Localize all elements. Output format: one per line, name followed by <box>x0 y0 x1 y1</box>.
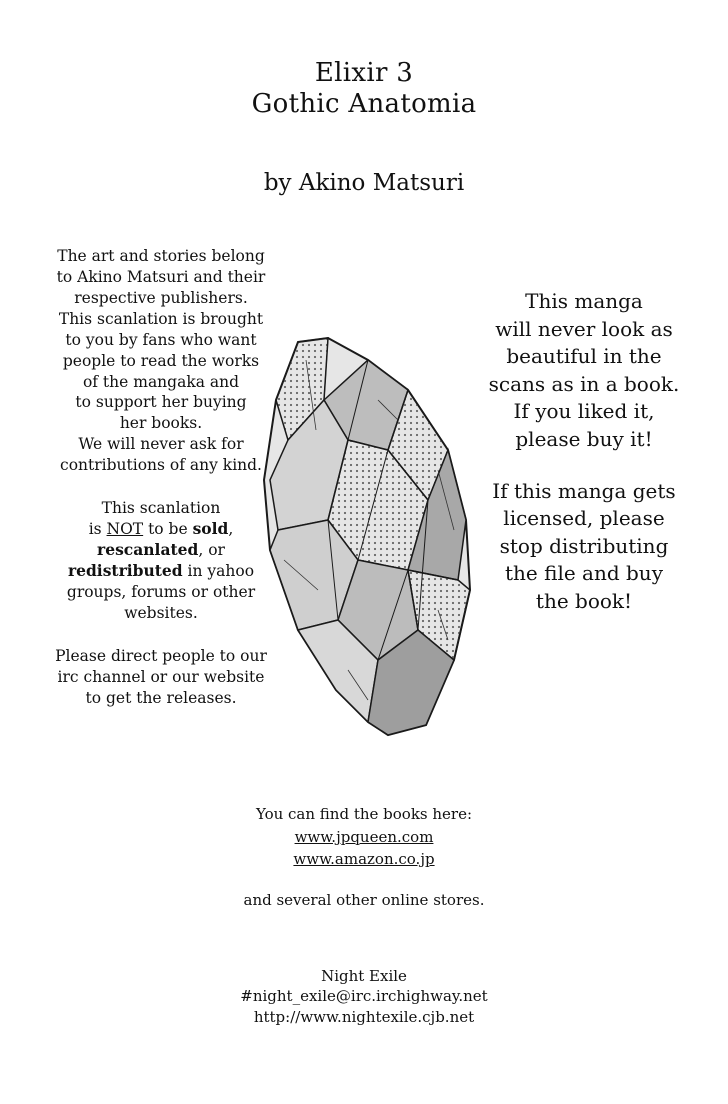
licensed-line-5: the book! <box>535 588 633 613</box>
copyright-paragraph <box>36 246 286 476</box>
copyright-line-7: of the mangaka and <box>82 372 240 391</box>
rescanlated-emphasis: rescanlated <box>97 539 199 559</box>
copyright-line-9: her books. <box>119 414 203 433</box>
irc-channel: #night_exile@irc.irchighway.net <box>240 987 488 1006</box>
copyright-line-8: to support her buying <box>75 393 247 412</box>
title-block <box>0 58 728 119</box>
group-name: Night Exile <box>321 967 407 985</box>
buy-book-paragraph <box>468 288 700 454</box>
stores-outro: and several other online stores. <box>243 890 485 909</box>
licensed-line-3: stop distributing <box>499 533 669 558</box>
stores-section <box>0 803 728 911</box>
licensed-paragraph <box>468 478 700 616</box>
licensed-line-2: licensed, please <box>503 506 665 531</box>
copyright-line-6: people to read the works <box>62 351 260 370</box>
redistributed-emphasis: redistributed <box>67 560 183 580</box>
title-line-2: Gothic Anatomia <box>251 88 477 119</box>
credits-section <box>0 966 728 1027</box>
buy-book-line-6: please buy it! <box>515 426 653 451</box>
p2-line-3: rescanlated, or <box>97 539 225 559</box>
copyright-line-2: to Akino Matsuri and their <box>56 267 266 286</box>
buy-book-line-2: will never look as <box>495 316 673 341</box>
direct-people-line-3: to get the releases. <box>85 688 237 707</box>
stores-intro: You can find the books here: <box>255 805 473 823</box>
website-url[interactable]: http://www.nightexile.cjb.net <box>253 1007 475 1026</box>
licensed-line-1: If this manga gets <box>492 478 676 503</box>
buy-book-line-5: If you liked it, <box>513 399 655 424</box>
direct-people-line-2: irc channel or our website <box>57 667 265 686</box>
copyright-line-11: contributions of any kind. <box>60 456 262 475</box>
p2-line-4: redistributed in yahoo <box>67 560 255 580</box>
p2-line-5: groups, forums or other <box>66 582 256 601</box>
title-line-1: Elixir 3 <box>314 58 414 88</box>
buy-book-line-4: scans as in a book. <box>488 371 680 396</box>
right-column <box>468 288 700 616</box>
copyright-line-5: to you by fans who want <box>65 330 257 349</box>
copyright-line-3: respective publishers. <box>74 288 248 307</box>
licensed-line-4: the file and buy <box>505 561 663 586</box>
buy-book-line-3: beautiful in the <box>506 344 662 369</box>
copyright-line-1: The art and stories belong <box>57 247 265 265</box>
copyright-line-10: We will never ask for <box>78 435 244 454</box>
amazon-jp-link[interactable]: www.amazon.co.jp <box>293 850 435 868</box>
author-credit: by Akino Matsuri <box>263 170 465 196</box>
p2-line-6: websites. <box>124 603 198 622</box>
jpqueen-link[interactable]: www.jpqueen.com <box>294 827 434 846</box>
crystal-drawing-icon <box>258 330 480 740</box>
not-emphasis: NOT <box>106 520 144 539</box>
buy-book-line-1: This manga <box>525 289 643 313</box>
sold-emphasis: sold <box>192 519 229 539</box>
direct-people-paragraph <box>36 646 286 709</box>
p2-line-2: is NOT to be sold, <box>88 519 234 539</box>
no-redistribute-paragraph <box>36 498 286 624</box>
direct-people-line-1: Please direct people to our <box>55 646 267 665</box>
copyright-line-4: This scanlation is brought <box>58 309 264 328</box>
p2-line-1: This scanlation <box>101 499 221 518</box>
left-column <box>36 246 286 708</box>
